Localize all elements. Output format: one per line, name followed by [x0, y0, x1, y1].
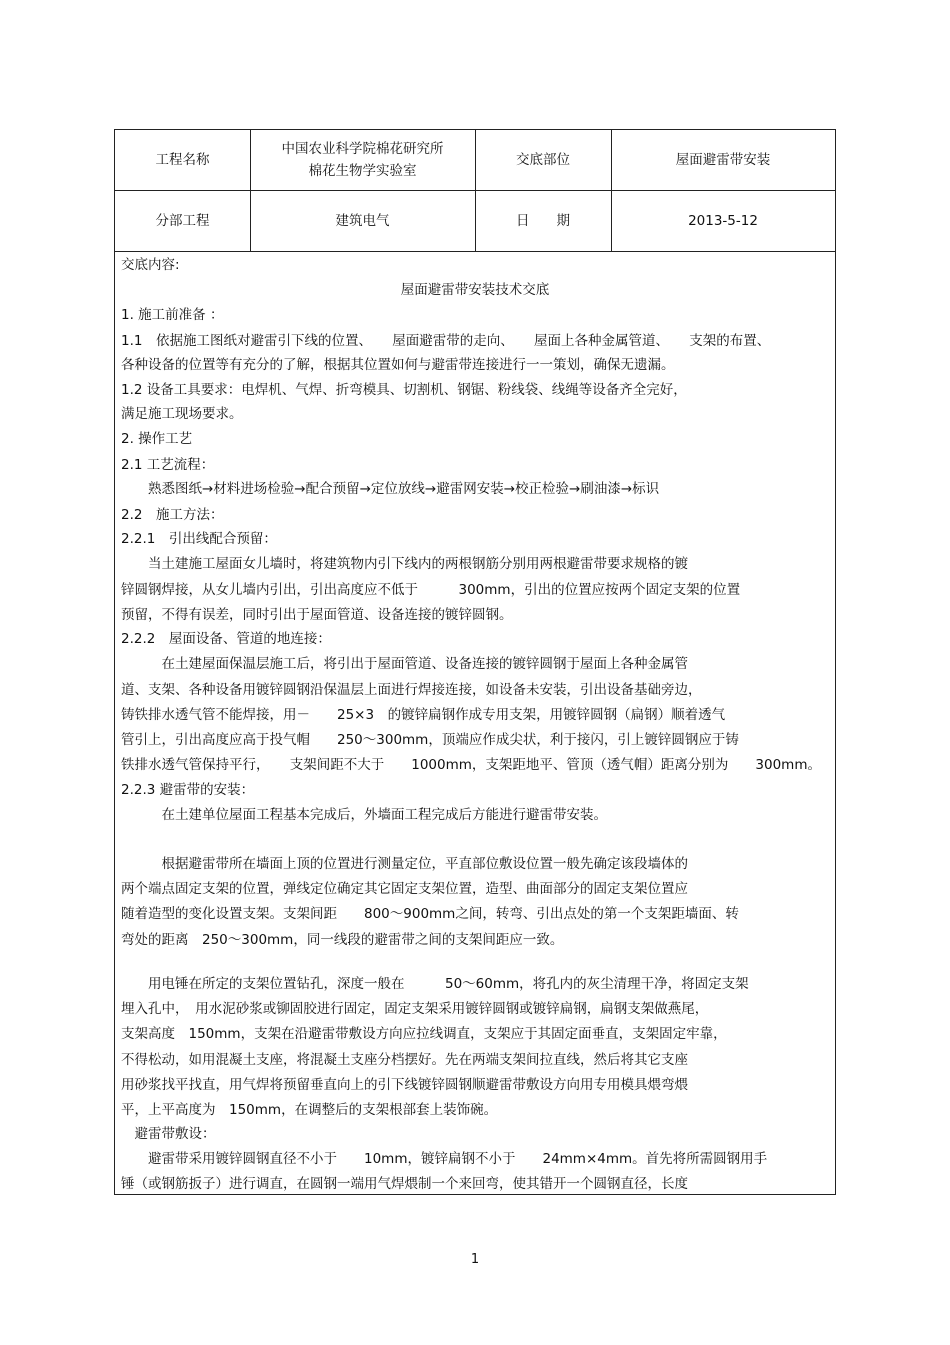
content-line: 1.2 设备工具要求：电焊机、气焊、折弯模具、切割机、钢锯、粉线袋、线绳等设备齐全完好，: [121, 382, 687, 398]
content-line: 满足施工现场要求。: [121, 406, 243, 422]
content-line: 平，上平高度为 150mm，在调整后的支架根部套上装饰碗。: [121, 1102, 498, 1118]
content-title: 屋面避雷带安装技术交底: [400, 282, 550, 298]
content-line: 用砂浆找平找直，用气焊将预留垂直向上的引下线镀锌圆钢顺避雷带敷设方向用专用模具煨弯煨: [121, 1077, 688, 1093]
content-line: 铁排水透气管保持平行， 支架间距不大于 1000mm，支架距地平、管顶（透气帽）距离分别为 300mm。: [121, 757, 821, 773]
date-label-text: 日 期: [516, 212, 570, 229]
handover-part-value: [611, 130, 835, 190]
project-name-label-text: 工程名称: [155, 152, 210, 168]
content-line: 在土建单位屋面工程基本完成后，外墙面工程完成后方能进行避雷带安装。: [121, 807, 607, 823]
project-name-line1: 中国农业科学院棉花研究所: [281, 141, 444, 157]
content-line: 避雷带采用镀锌圆钢直径不小于 10mm，镀锌扁钢不小于 24mm×4mm。首先将所需圆钢用手: [121, 1151, 768, 1167]
content-line: 锤（或钢筋扳子）进行调直，在圆钢一端用气焊煨制一个来回弯，使其错开一个圆钢直径，长度: [121, 1176, 688, 1192]
content-line: 埋入孔中， 用水泥砂浆或铆固胶进行固定，固定支架采用镀锌圆钢或镀锌扁钢，扁钢支架做燕尾，: [121, 1001, 709, 1017]
content-line: 两个端点固定支架的位置，弹线定位确定其它固定支架位置，造型、曲面部分的固定支架位置应: [121, 881, 688, 897]
content-line: 1. 施工前准备 ：: [121, 307, 224, 323]
project-name-line2: 棉花生物学实验室: [308, 163, 417, 179]
sub-project-label-text: 分部工程: [155, 212, 210, 229]
date-value: [611, 190, 835, 251]
content-line: 2.2 施工方法：: [121, 507, 224, 523]
date-label: [475, 190, 611, 251]
content-line: 不得松动，如用混凝土支座，将混凝土支座分档摆好。先在两端支架间拉直线，然后将其它支座: [121, 1052, 688, 1068]
content-line: 预留，不得有误差，同时引出于屋面管道、设备连接的镀锌圆钢。: [121, 607, 513, 623]
handover-form-table: [114, 129, 836, 1195]
content-label: 交底内容:: [121, 257, 180, 273]
project-name-label: [115, 130, 250, 190]
sub-project-label: [115, 190, 250, 251]
content-line: 当土建施工屋面女儿墙时，将建筑物内引下线内的两根钢筋分别用两根避雷带要求规格的镀: [121, 556, 688, 572]
content-line: 随着造型的变化设置支架。支架间距 800～900mm之间，转弯、引出点处的第一个支架距墙面、转: [121, 906, 739, 922]
content-line: 避雷带敷设：: [121, 1126, 216, 1142]
content-line: 弯处的距离 250～300mm，同一线段的避雷带之间的支架间距应一致。: [121, 932, 564, 948]
content-line: 用电锤在所定的支架位置钻孔，深度一般在 50～60mm，将孔内的灰尘清理干净，将固定支架: [121, 976, 749, 992]
content-line: 在土建屋面保温层施工后，将引出于屋面管道、设备连接的镀锌圆钢于屋面上各种金属管: [121, 656, 688, 672]
content-line: 管引上，引出高度应高于投气帽 250～300mm，顶端应作成尖状，利于接闪，引上镀锌圆钢应于铸: [121, 732, 739, 748]
content-line: 各种设备的位置等有充分的了解，根据其位置如何与避雷带连接进行一一策划，确保无遗漏。: [121, 357, 675, 373]
content-line: 1.1 依据施工图纸对避雷引下线的位置、 屋面避雷带的走向、 屋面上各种金属管道、 支架的布置、: [121, 333, 771, 349]
sub-project-value: [250, 190, 475, 251]
content-line: 2.2.1 引出线配合预留：: [121, 531, 277, 547]
handover-part-label-text: 交底部位: [516, 152, 570, 168]
handover-part-value-text: 屋面避雷带安装: [675, 152, 771, 168]
content-line: 锌圆钢焊接，从女儿墙内引出，引出高度应不低于 300mm，引出的位置应按两个固定支架的位置: [121, 582, 741, 598]
content-line: 根据避雷带所在墙面上顶的位置进行测量定位，平直部位敷设位置一般先确定该段墙体的: [121, 856, 688, 872]
content-line: 2.2.3 避雷带的安装：: [121, 782, 255, 798]
content-line: 2. 操作工艺: [121, 431, 193, 447]
content-line: 道、支架、各种设备用镀锌圆钢沿保温层上面进行焊接连接，如设备未安装，引出设备基础旁边，: [121, 682, 702, 698]
project-name-value: [250, 130, 475, 190]
content-line: 铸铁排水透气管不能焊接，用－ 25×3 的镀锌扁钢作成专用支架，用镀锌圆钢（扁钢）顺着透气: [121, 707, 726, 723]
page-number: 1: [470, 1252, 480, 1267]
content-line: 支架高度 150mm，支架在沿避雷带敷设方向应拉线调直，支架应于其固定面垂直，支架固定牢靠，: [121, 1026, 727, 1042]
handover-part-label: [475, 130, 611, 190]
content-line: 熟悉图纸→材料进场检验→配合预留→定位放线→避雷网安装→校正检验→刷油漆→标识: [121, 481, 660, 497]
date-value-text: 2013-5-12: [688, 212, 758, 229]
content-line: 2.1 工艺流程：: [121, 457, 215, 473]
sub-project-value-text: 建筑电气: [335, 212, 390, 229]
content-line: 2.2.2 屋面设备、管道的地连接：: [121, 631, 331, 647]
